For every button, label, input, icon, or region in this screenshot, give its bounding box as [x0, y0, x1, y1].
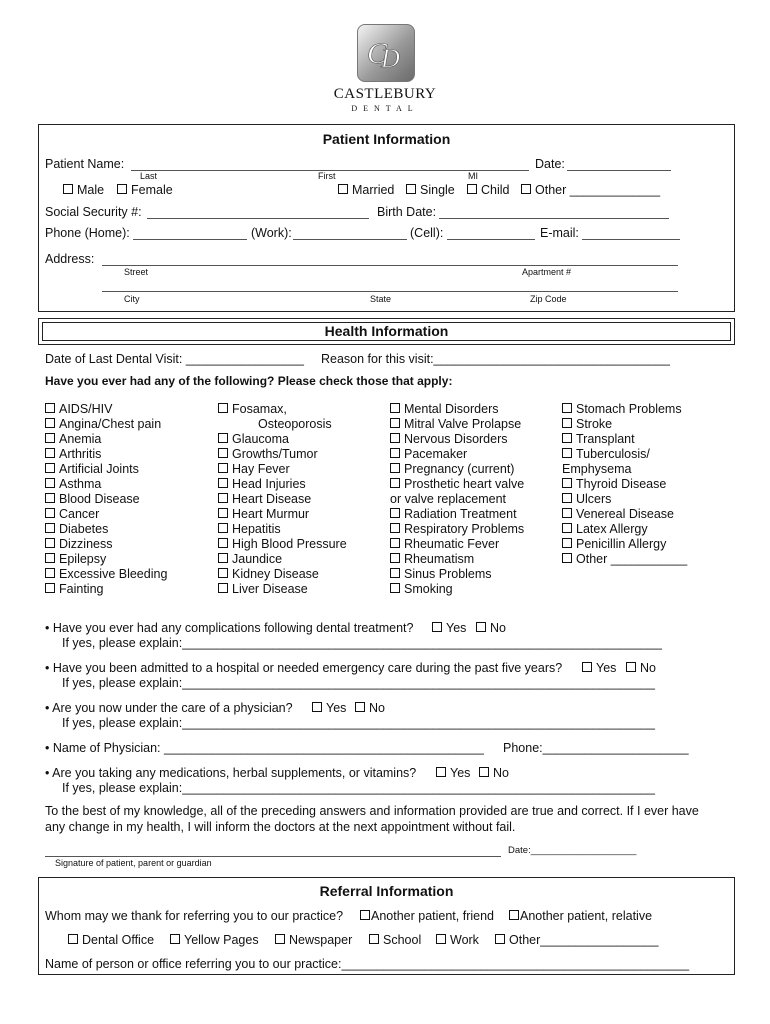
condition-item [390, 492, 524, 507]
city-label: City [124, 294, 140, 304]
checkbox-icon[interactable] [562, 478, 572, 488]
condition-item[interactable] [218, 582, 347, 597]
castlebury-logo-icon [357, 24, 415, 82]
checkbox-icon[interactable] [390, 418, 400, 428]
q3-explain-field[interactable]: If yes, please explain:____________________________________________________________________ [62, 716, 655, 730]
condition-label: Arthritis [59, 447, 102, 461]
checkbox-icon[interactable] [45, 553, 55, 563]
checkbox-icon[interactable] [562, 508, 572, 518]
condition-item[interactable] [390, 537, 524, 552]
condition-item[interactable] [45, 582, 167, 597]
physician-name-field[interactable]: • Name of Physician: ______________________________________________ [45, 741, 484, 755]
condition-label: Other ___________ [576, 552, 688, 566]
condition-label: Thyroid Disease [576, 477, 667, 491]
question-physician: • Are you now under the care of a physician? [45, 701, 293, 715]
condition-item[interactable] [218, 522, 347, 537]
checkbox-icon[interactable] [562, 493, 572, 503]
patient-name-label: Patient Name: [45, 157, 125, 171]
checkbox-icon[interactable] [45, 448, 55, 458]
statement-line-1: To the best of my knowledge, all of the preceding answers and information provided are true and correct. If I ever have [45, 804, 699, 818]
condition-label: Fainting [59, 582, 104, 596]
checkbox-icon[interactable] [390, 478, 400, 488]
signature-date-field[interactable]: Date:____________________ [508, 845, 637, 856]
brand-sub: DENTAL [351, 104, 419, 113]
condition-item[interactable] [45, 417, 167, 432]
state-label: State [370, 294, 392, 304]
condition-item[interactable] [45, 507, 167, 522]
birth-date-field[interactable] [439, 218, 669, 219]
condition-item[interactable] [218, 567, 347, 582]
condition-item[interactable] [390, 417, 524, 432]
phone-work-field[interactable] [293, 239, 407, 240]
checkbox-icon[interactable] [390, 403, 400, 413]
condition-item[interactable] [562, 417, 687, 432]
referral-section-title: Referral Information [319, 883, 454, 899]
referral-question: Whom may we thank for referring you to our practice? [45, 909, 344, 923]
condition-item[interactable] [218, 432, 347, 447]
condition-label: Mitral Valve Prolapse [404, 417, 522, 431]
street-field[interactable] [102, 265, 678, 266]
condition-item[interactable] [390, 462, 524, 477]
checkbox-icon[interactable] [218, 433, 228, 443]
condition-item[interactable] [390, 507, 524, 522]
condition-label: Cancer [59, 507, 100, 521]
condition-label: Kidney Disease [232, 567, 319, 581]
condition-item[interactable] [562, 492, 687, 507]
signature-field[interactable] [45, 856, 501, 857]
condition-label: Prosthetic heart valve [404, 477, 525, 491]
q2-explain-field[interactable]: If yes, please explain:____________________________________________________________________ [62, 676, 655, 690]
email-label: E-mail: [540, 226, 579, 240]
condition-label: Stomach Problems [576, 402, 682, 416]
q1-yes-option[interactable]: Yes [432, 621, 466, 635]
phone-work-label: (Work): [251, 226, 292, 240]
svg-text:C: C [367, 37, 388, 70]
checkbox-icon[interactable] [45, 538, 55, 548]
statement-line-2: any change in my health, I will inform the doctors at the next appointment without fail. [45, 820, 516, 834]
condition-label: Sinus Problems [404, 567, 492, 581]
physician-phone-field[interactable]: Phone:_____________________ [503, 741, 689, 755]
checkbox-icon[interactable] [218, 508, 228, 518]
condition-item[interactable] [45, 522, 167, 537]
checkbox-icon[interactable] [360, 910, 370, 920]
last-visit-field[interactable]: Date of Last Dental Visit: _________________ [45, 352, 304, 366]
condition-label: Hay Fever [232, 462, 290, 476]
condition-label: Hepatitis [232, 522, 281, 536]
checkbox-icon[interactable] [218, 463, 228, 473]
checkbox-icon[interactable] [218, 568, 228, 578]
referral-patient-friend-option[interactable]: Another patient, friend [360, 909, 494, 923]
health-section-title: Health Information [324, 323, 449, 339]
checkbox-icon[interactable] [562, 523, 572, 533]
condition-label: Tuberculosis/ [576, 447, 650, 461]
checkbox-icon[interactable] [45, 478, 55, 488]
condition-item[interactable] [390, 522, 524, 537]
conditions-column-3 [390, 402, 524, 597]
condition-label: Radiation Treatment [404, 507, 517, 521]
checkbox-icon[interactable] [45, 403, 55, 413]
q3-no-option[interactable]: No [355, 701, 385, 715]
checkbox-icon[interactable] [436, 934, 446, 944]
last-label: Last [140, 171, 158, 181]
condition-label: Fosamax, [232, 402, 287, 416]
phone-home-field[interactable] [133, 239, 247, 240]
referral-school-option[interactable]: School [369, 933, 421, 947]
date-label: Date: [535, 157, 565, 171]
condition-label: or valve replacement [390, 492, 507, 506]
checkbox-icon[interactable] [390, 463, 400, 473]
condition-item[interactable] [45, 402, 167, 417]
checkbox-icon[interactable] [45, 508, 55, 518]
condition-item[interactable] [45, 567, 167, 582]
checkbox-icon[interactable] [45, 523, 55, 533]
phone-cell-field[interactable] [447, 239, 535, 240]
question-hospital: • Have you been admitted to a hospital or needed emergency care during the past five years? [45, 661, 563, 675]
condition-item[interactable] [562, 552, 687, 567]
ssn-label: Social Security #: [45, 205, 142, 219]
checkbox-icon[interactable] [218, 538, 228, 548]
checkbox-icon[interactable] [390, 508, 400, 518]
q2-no-option[interactable]: No [626, 661, 656, 675]
checkbox-icon[interactable] [218, 493, 228, 503]
checkbox-icon[interactable] [467, 184, 477, 194]
condition-item[interactable] [562, 447, 687, 462]
condition-label: Penicillin Allergy [576, 537, 667, 551]
condition-item[interactable] [562, 507, 687, 522]
condition-label: Emphysema [562, 462, 632, 476]
email-field[interactable] [582, 239, 680, 240]
checkbox-icon[interactable] [390, 448, 400, 458]
single-option[interactable]: Single [406, 183, 455, 197]
checkbox-icon[interactable] [369, 934, 379, 944]
condition-label: Heart Disease [232, 492, 312, 506]
condition-label: Dizziness [59, 537, 113, 551]
condition-label: AIDS/HIV [59, 402, 113, 416]
condition-label: Epilepsy [59, 552, 107, 566]
condition-item[interactable] [562, 537, 687, 552]
checkbox-icon[interactable] [562, 448, 572, 458]
condition-item[interactable] [390, 447, 524, 462]
checkbox-icon[interactable] [63, 184, 73, 194]
condition-label: Smoking [404, 582, 453, 596]
patient-section-title: Patient Information [322, 131, 451, 147]
checkbox-icon[interactable] [68, 934, 78, 944]
checkbox-icon[interactable] [45, 433, 55, 443]
condition-item[interactable] [45, 537, 167, 552]
condition-label: Growths/Tumor [232, 447, 318, 461]
condition-label: Asthma [59, 477, 102, 491]
condition-label: Nervous Disorders [404, 432, 508, 446]
checkbox-icon[interactable] [170, 934, 180, 944]
referral-yellow-pages-option[interactable]: Yellow Pages [170, 933, 259, 947]
condition-label: Pregnancy (current) [404, 462, 515, 476]
q5-explain-field[interactable]: If yes, please explain:____________________________________________________________________ [62, 781, 655, 795]
question-complications: • Have you ever had any complications following dental treatment? [45, 621, 414, 635]
checkbox-icon[interactable] [390, 433, 400, 443]
condition-item[interactable] [45, 492, 167, 507]
birth-date-label: Birth Date: [377, 205, 437, 219]
condition-item[interactable] [390, 402, 524, 417]
svg-text:D: D [381, 44, 400, 73]
checkbox-icon[interactable] [562, 418, 572, 428]
checkbox-icon[interactable] [390, 583, 400, 593]
signature-label: Signature of patient, parent or guardian [55, 858, 212, 868]
checkbox-icon[interactable] [45, 463, 55, 473]
referral-name-field[interactable]: Name of person or office referring you to our practice:__________________________________________________ [45, 957, 690, 971]
condition-item[interactable] [390, 567, 524, 582]
condition-item[interactable] [45, 477, 167, 492]
checkbox-icon[interactable] [218, 583, 228, 593]
checkbox-icon[interactable] [355, 702, 365, 712]
condition-item[interactable] [562, 522, 687, 537]
question-medications: • Are you taking any medications, herbal supplements, or vitamins? [45, 766, 417, 780]
referral-patient-relative-option[interactable]: Another patient, relative [509, 909, 652, 923]
condition-item[interactable] [45, 552, 167, 567]
referral-newspaper-option[interactable]: Newspaper [275, 933, 352, 947]
checkbox-icon[interactable] [390, 553, 400, 563]
checkbox-icon[interactable] [476, 622, 486, 632]
condition-label: Venereal Disease [576, 507, 674, 521]
reason-field[interactable]: Reason for this visit:__________________________________ [321, 352, 670, 366]
condition-label: Transplant [576, 432, 635, 446]
condition-item[interactable] [390, 552, 524, 567]
apartment-label: Apartment # [522, 267, 572, 277]
condition-item[interactable] [218, 477, 347, 492]
checkbox-icon[interactable] [432, 622, 442, 632]
q3-yes-option[interactable]: Yes [312, 701, 346, 715]
checkbox-icon[interactable] [218, 403, 228, 413]
condition-label: Anemia [59, 432, 102, 446]
female-option[interactable]: Female [117, 183, 173, 197]
checkbox-icon[interactable] [521, 184, 531, 194]
condition-item[interactable] [390, 582, 524, 597]
q2-yes-option[interactable]: Yes [582, 661, 616, 675]
condition-item[interactable] [218, 537, 347, 552]
condition-label: Mental Disorders [404, 402, 499, 416]
condition-label: Blood Disease [59, 492, 140, 506]
condition-item[interactable] [218, 552, 347, 567]
conditions-column-4 [562, 402, 687, 567]
checkbox-icon[interactable] [390, 538, 400, 548]
condition-item[interactable] [390, 432, 524, 447]
condition-label: Head Injuries [232, 477, 306, 491]
referral-work-option[interactable]: Work [436, 933, 479, 947]
date-field[interactable] [567, 170, 671, 171]
condition-label: Pacemaker [404, 447, 468, 461]
condition-item[interactable] [218, 507, 347, 522]
condition-label: Rheumatism [404, 552, 475, 566]
checkbox-icon[interactable] [626, 662, 636, 672]
mi-label: MI [468, 171, 478, 181]
q5-yes-option[interactable]: Yes [436, 766, 470, 780]
checkbox-icon[interactable] [582, 662, 592, 672]
condition-label: Angina/Chest pain [59, 417, 162, 431]
condition-item[interactable] [45, 432, 167, 447]
condition-item[interactable] [45, 462, 167, 477]
condition-item[interactable] [218, 402, 347, 417]
checkbox-icon[interactable] [406, 184, 416, 194]
q1-explain-field[interactable]: If yes, please explain:_____________________________________________________________________ [62, 636, 662, 650]
other-status-option[interactable]: Other _____________ [521, 183, 660, 197]
condition-item[interactable] [562, 432, 687, 447]
brand-name: CASTLEBURY [333, 86, 437, 102]
checkbox-icon[interactable] [562, 403, 572, 413]
condition-label: Jaundice [232, 552, 283, 566]
checkbox-icon[interactable] [390, 568, 400, 578]
checkbox-icon[interactable] [218, 478, 228, 488]
checkbox-icon[interactable] [218, 448, 228, 458]
condition-label: Excessive Bleeding [59, 567, 168, 581]
health-information-header [38, 318, 735, 345]
condition-item [562, 462, 687, 477]
condition-label: Heart Murmur [232, 507, 310, 521]
address-label: Address: [45, 252, 95, 266]
first-label: First [318, 171, 336, 181]
condition-label: Respiratory Problems [404, 522, 525, 536]
referral-other-option[interactable]: Other_________________ [495, 933, 658, 947]
street-label: Street [124, 267, 149, 277]
condition-label: Ulcers [576, 492, 612, 506]
checkbox-icon[interactable] [479, 767, 489, 777]
conditions-column-2 [218, 402, 347, 597]
cd-monogram-icon [358, 25, 414, 81]
q5-no-option[interactable]: No [479, 766, 509, 780]
checkbox-icon[interactable] [562, 553, 572, 563]
checkbox-icon[interactable] [275, 934, 285, 944]
condition-label: Diabetes [59, 522, 109, 536]
married-option[interactable]: Married [338, 183, 394, 197]
condition-item[interactable] [45, 447, 167, 462]
condition-item[interactable] [218, 492, 347, 507]
condition-item[interactable] [218, 447, 347, 462]
checkbox-icon[interactable] [562, 538, 572, 548]
checkbox-icon[interactable] [390, 523, 400, 533]
ssn-field[interactable] [147, 218, 369, 219]
q1-no-option[interactable]: No [476, 621, 506, 635]
condition-item[interactable] [562, 402, 687, 417]
checkbox-icon[interactable] [436, 767, 446, 777]
condition-label: Glaucoma [232, 432, 289, 446]
checkbox-icon[interactable] [495, 934, 505, 944]
condition-item[interactable] [218, 462, 347, 477]
condition-label: High Blood Pressure [232, 537, 347, 551]
checkbox-icon[interactable] [509, 910, 519, 920]
condition-item[interactable] [390, 477, 524, 492]
checkbox-icon[interactable] [562, 433, 572, 443]
referral-dental-office-option[interactable]: Dental Office [68, 933, 154, 947]
phone-cell-label: (Cell): [410, 226, 444, 240]
checkbox-icon[interactable] [45, 583, 55, 593]
condition-label: Artificial Joints [59, 462, 139, 476]
child-option[interactable]: Child [467, 183, 510, 197]
checkbox-icon[interactable] [45, 493, 55, 503]
condition-label: Osteoporosis [258, 417, 332, 431]
checkbox-icon[interactable] [45, 568, 55, 578]
city-state-zip-field[interactable] [102, 291, 678, 292]
checkbox-icon[interactable] [338, 184, 348, 194]
condition-label: Liver Disease [232, 582, 308, 596]
male-option[interactable]: Male [63, 183, 104, 197]
condition-label: Latex Allergy [576, 522, 648, 536]
conditions-column-1 [45, 402, 167, 597]
condition-item [218, 417, 347, 432]
checkbox-icon[interactable] [45, 418, 55, 428]
conditions-question: Have you ever had any of the following? Please check those that apply: [45, 374, 453, 388]
phone-home-label: Phone (Home): [45, 226, 130, 240]
condition-label: Stroke [576, 417, 613, 431]
checkbox-icon[interactable] [117, 184, 127, 194]
condition-label: Rheumatic Fever [404, 537, 500, 551]
condition-item[interactable] [562, 477, 687, 492]
checkbox-icon[interactable] [312, 702, 322, 712]
checkbox-icon[interactable] [218, 523, 228, 533]
checkbox-icon[interactable] [218, 553, 228, 563]
zip-label: Zip Code [530, 294, 567, 304]
